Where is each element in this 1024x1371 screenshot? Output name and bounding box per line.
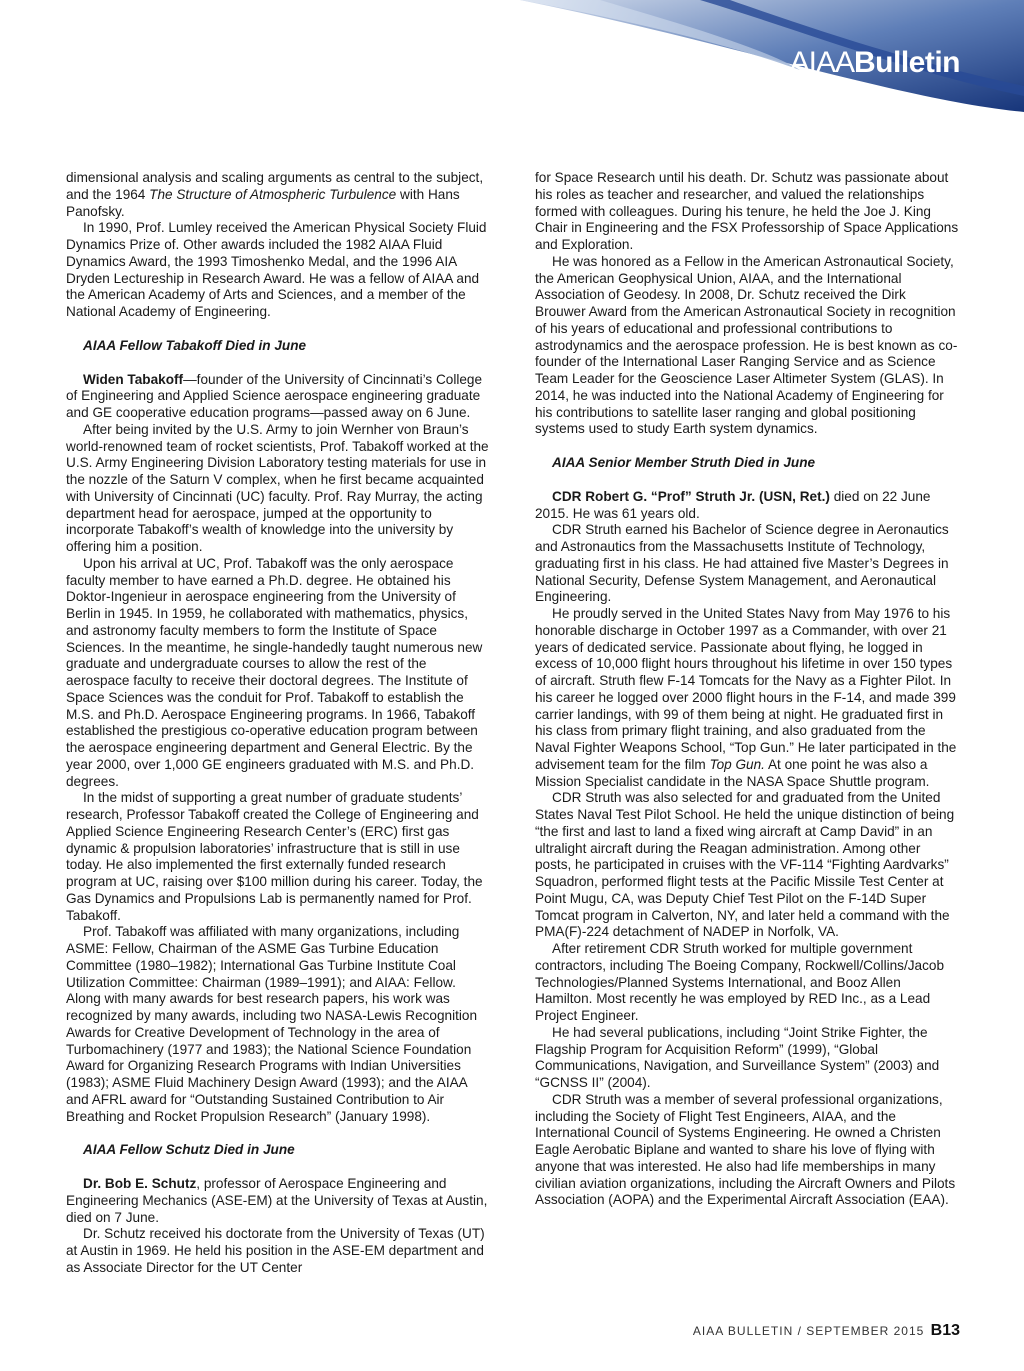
paragraph: CDR Robert G. “Prof” Struth Jr. (USN, Ret.) died on 22 June 2015. He was 61 years old. (535, 488, 931, 521)
page-number: B13 (930, 1322, 960, 1339)
issue-label: AIAA BULLETIN / SEPTEMBER 2015 (692, 1324, 925, 1338)
paragraph: Upon his arrival at UC, Prof. Tabakoff was the only aerospace faculty member to have earned a Ph.D. degree. He obtained his Doktor-Ingenieur in aerospace engineering from the University of Berlin in 1945. In 1959, he collaborated with mathematics, physics, and astronomy faculty members to form the Institute of Space Sciences. In the meantime, he single-handedly taught numerous new graduate and undergraduate courses to allow the rest of the aerospace faculty to receive their doctoral degrees. The Institute of Space Sciences was the conduit for Prof. Tabakoff to establish the M.S. and Ph.D. Aerospace Engineering programs. In 1966, Tabakoff established the prestigious co-operative education program between the aerospace engineering department and General Electric. By the year 2000, over 1,000 GE engineers graduated with M.S. and Ph.D. degrees. (66, 555, 483, 789)
left-column (66, 170, 491, 1277)
bulletin-masthead (790, 46, 960, 80)
masthead-bulletin: Bulletin (854, 46, 960, 79)
paragraph: After retirement CDR Struth worked for multiple government contractors, including The Boeing Company, Rockwell/Collins/Jacob Technologies/Planned Systems International, and Booz Allen Hamilton. Most recently he was employed by RED Inc., as a Lead Project Engineer. (535, 941, 945, 1023)
section-heading-schutz: AIAA Fellow Schutz Died in June (83, 1142, 295, 1158)
paragraph: dimensional analysis and scaling arguments as central to the subject, and the 1964 The Structure of Atmospheric Turbulence with Hans Panofsky. (66, 170, 484, 219)
person-name: Dr. Bob E. Schutz (83, 1176, 197, 1191)
paragraph: CDR Struth earned his Bachelor of Science degree in Aeronautics and Astronautics from the Massachusetts Institute of Technology, graduating first in his class. He had attained five Master’s Degrees in National Security, Defense System Management, and Aeronautical Engineering. (535, 522, 949, 605)
person-name: Widen Tabakoff (83, 371, 184, 387)
paragraph: CDR Struth was a member of several professional organizations, including the Society of Flight Test Engineers, AIAA, and the International Council of Systems Engineering. He owned a Christen Eagle Aerobatic Biplane and wanted to share his love of flying with anyone that was interested. He also had life memberships in many civilian aviation organizations, including the Aircraft Owners and Pilots Association (AOPA) and the Experimental Aircraft Association (EAA). (535, 1091, 956, 1208)
paragraph: After being invited by the U.S. Army to join Wernher von Braun’s world-renowned team of rocket scientists, Prof. Tabakoff worked at the U.S. Army Engineering Division Laboratory testing materials for use in the nozzle of the Saturn V complex, when he first became acquainted with University of Cincinnati (UC) faculty. Prof. Ray Murray, the acting department head for aerospace, jumped at the opportunity to incorporate Tabakoff’s wealth of knowledge into the university by offering him a position. (66, 421, 489, 554)
page-footer (693, 1322, 960, 1340)
masthead-aiaa: AIAA (789, 46, 854, 79)
section-heading-struth: AIAA Senior Member Struth Died in June (552, 455, 816, 470)
paragraph: He had several publications, including “Joint Strike Fighter, the Flagship Program for Acquisition Reform” (1999), “Global Communications, Navigation, and Surveillance System” (2003) and “GCNSS II” (2004). (535, 1024, 940, 1090)
paragraph: In the midst of supporting a great number of graduate students’ research, Professor Tabakoff created the College of Engineering and Applied Science Engineering Research Center’s (ERC) first gas dynamic & propulsion laboratories’ infrastructure that is still in use today. He also implemented the first externally funded research program at UC, raising over $100 million during his career. Today, the Gas Dynamics and Propulsions Lab is permanently named for Prof. Tabakoff. (66, 790, 483, 923)
film-title: Top Gun. (709, 756, 765, 772)
paragraph: He proudly served in the United States Navy from May 1976 to his honorable discharge in October 1997 as a Commander, with over 21 years of dedicated service. Passionate about flying, he logged in excess of 10,000 flight hours throughout his lifetime in over 150 types of aircraft. Struth flew F-14 Tomcats for the Navy as a Fighter Pilot. In his career he logged over 2000 flight hours in the F-14, and made 399 carrier landings, with 99 of them being at night. He graduated first in his class from primary flight training, and also graduated from the Naval Fighter Weapons School, “Top Gun.” He later participated in the advisement team for the film Top Gun. At one point he was also a Mission Specialist candidate in the NASA Space Shuttle program. (535, 606, 957, 789)
right-column (535, 170, 960, 1209)
person-name: CDR Robert G. “Prof” Struth Jr. (USN, Ret.) (552, 488, 830, 504)
paragraph: for Space Research until his death. Dr. Schutz was passionate about his roles as teacher and researcher, and valued the relationships formed with colleagues. During his tenure, he held the Joe J. King Chair in Engineering and the FSX Professorship of Space Applications and Exploration. (535, 170, 959, 252)
paragraph: He was honored as a Fellow in the American Astronautical Society, the American Geophysical Union, AIAA, and the International Association of Geodesy. In 2008, Dr. Schutz received the Dirk Brouwer Award from the American Astronautical Society in recognition of his years of educational and professional contributions to astrodynamics and the aerospace profession. He is best known as co-founder of the International Laser Ranging Service and as Science Team Leader for the Geoscience Laser Altimeter System (GLAS). In 2014, he was inducted into the National Academy of Engineering for his contributions to satellite laser ranging and global positioning systems used to study Earth system dynamics. (535, 253, 958, 437)
paragraph: Dr. Bob E. Schutz, professor of Aerospace Engineering and Engineering Mechanics (ASE-EM) at the University of Texas at Austin, died on 7 June. (66, 1176, 488, 1225)
paragraph: CDR Struth was also selected for and graduated from the United States Naval Test Pilot School. He held the unique distinction of being “the first and last to land a fixed wing aircraft at Camp David” in an ultralight aircraft during the Reagan administration. Among other posts, he participated in cruises with the VF-114 “Fighting Aardvarks” Squadron, performed flight tests at the Pacific Missile Test Center at Point Mugu, CA, was Deputy Chief Test Pilot on the F-14D Super Tomcat program in Calverton, NY, and later held a command with the PMA(F)-224 detachment of NADEP in Norfolk, VA. (535, 790, 955, 940)
book-title: The Structure of Atmospheric Turbulence (149, 186, 397, 202)
paragraph: In 1990, Prof. Lumley received the American Physical Society Fluid Dynamics Prize of. Other awards included the 1982 AIAA Fluid Dynamics Award, the 1993 Timoshenko Medal, and the 1996 AIA Dryden Lectureship in Research Award. He was a fellow of AIAA and the American Academy of Arts and Sciences, and a member of the National Academy of Engineering. (66, 220, 487, 319)
paragraph: Dr. Schutz received his doctorate from the University of Texas (UT) at Austin in 1969. He held his position in the ASE-EM department and as Associate Director for the UT Center (66, 1226, 485, 1275)
paragraph: Prof. Tabakoff was affiliated with many organizations, including ASME: Fellow, Chairman of the ASME Gas Turbine Education Committee (1980–1982); International Gas Turbine Institute Coal Utilization Committee: Chairman (1989–1991); and AIAA: Fellow. Along with many awards for best research papers, his work was recognized by many awards, including two NASA-Lewis Recognition Awards for Creative Development of Technology in the area of Turbomachinery (1977 and 1983); the National Science Foundation Award for Organizing Research Programs with Indian Universities (1983); ASME Fluid Machinery Design Award (1993); and the AIAA and AFRL award for “Outstanding Sustained Contribution to Air Breathing and Rocket Propulsion Research” (January 1998). (66, 924, 478, 1124)
section-heading-tabakoff: AIAA Fellow Tabakoff Died in June (83, 337, 307, 353)
paragraph: Widen Tabakoff—founder of the University of Cincinnati’s College of Engineering and Applied Science aerospace engineering graduate and GE cooperative education programs—passed away on 6 June. (66, 371, 483, 420)
header-banner (0, 0, 1024, 120)
